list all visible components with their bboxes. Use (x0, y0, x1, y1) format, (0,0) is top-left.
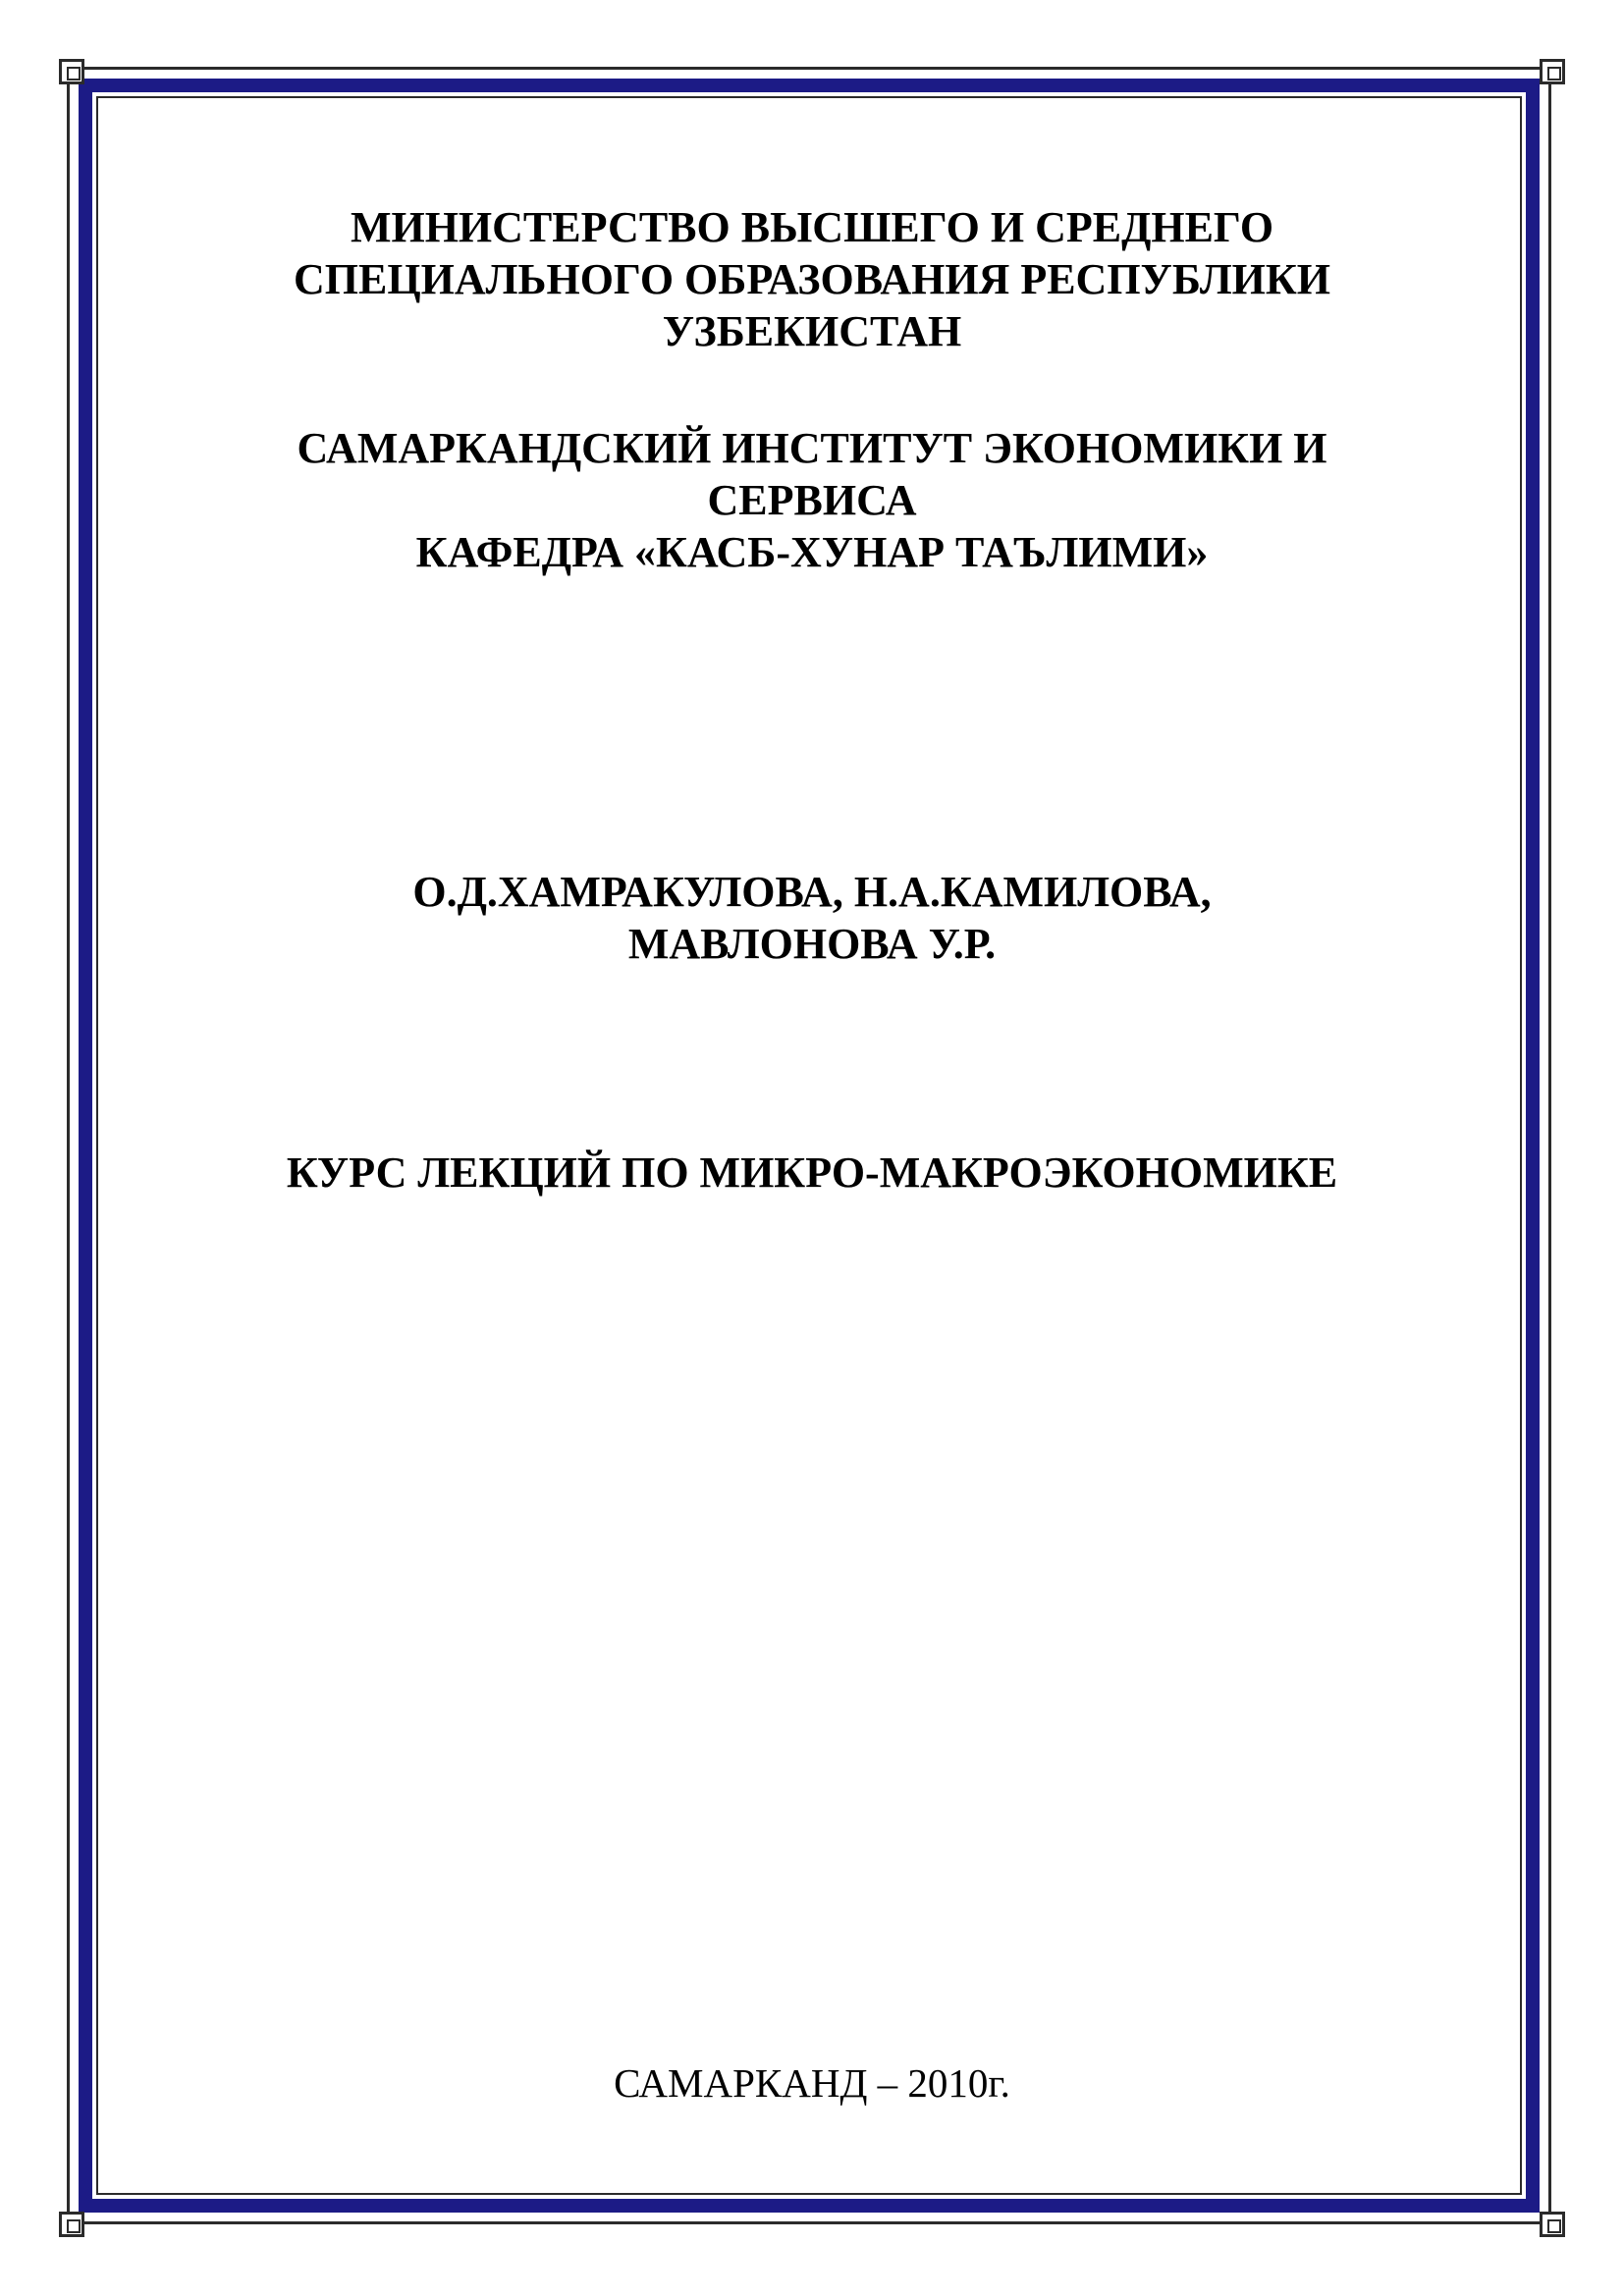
border-corner-ornament (1540, 59, 1565, 84)
department-line: КАФЕДРА «КАСБ-ХУНАР ТАЪЛИМИ» (415, 528, 1209, 576)
ministry-line: МИНИСТЕРСТВО ВЫСШЕГО И СРЕДНЕГО (350, 203, 1274, 251)
page-border-inner (96, 96, 1522, 2195)
institute-line: САМАРКАНДСКИЙ ИНСТИТУТ ЭКОНОМИКИ И (297, 424, 1327, 472)
authors-line: МАВЛОНОВА У.Р. (627, 920, 997, 968)
authors (157, 866, 1467, 970)
authors-line: О.Д.ХАМРАКУЛОВА, Н.А.КАМИЛОВА, (412, 868, 1212, 916)
ministry-line: УЗБЕКИСТАН (662, 307, 962, 355)
ministry-line: СПЕЦИАЛЬНОГО ОБРАЗОВАНИЯ РЕСПУБЛИКИ (294, 255, 1330, 303)
border-corner-ornament (59, 2212, 84, 2237)
border-corner-ornament (1540, 2212, 1565, 2237)
border-corner-ornament (59, 59, 84, 84)
ministry-heading (157, 201, 1467, 357)
institute-heading (157, 422, 1467, 578)
city-year: САМАРКАНД – 2010г. (614, 2060, 1010, 2106)
course-title-text: КУРС ЛЕКЦИЙ ПО МИКРО-МАКРОЭКОНОМИКЕ (286, 1148, 1338, 1197)
institute-line: СЕРВИСА (707, 476, 917, 524)
course-title (157, 1147, 1467, 1199)
